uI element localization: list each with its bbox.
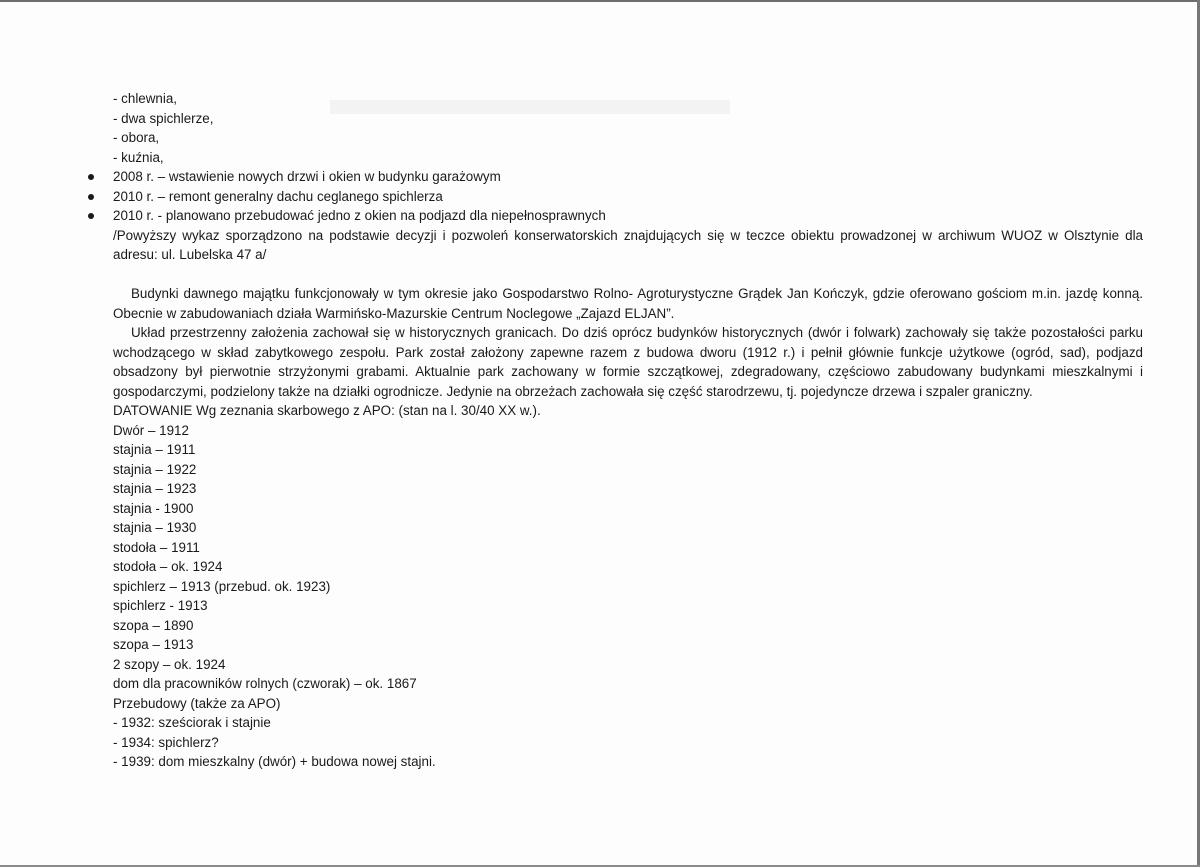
dating-row: stajnia – 1923: [113, 481, 197, 496]
document-text: [113, 89, 1143, 772]
dating-row: stajnia - 1900: [113, 500, 194, 516]
dating-row: stodoła – ok. 1924: [113, 559, 223, 574]
source-note: /Powyższy wykaz sporządzono na podstawie decyzji i pozwoleń konserwatorskich znajdujących się w teczce obiektu prowadzonej w archiwum WUOZ w Olsztynie dla adresu: ul. Lubelska 47 a/: [113, 227, 1143, 262]
przebudowy-row: - 1939: dom mieszkalny (dwór) + budowa nowej stajni.: [113, 754, 436, 769]
przebudowy-row: - 1934: spichlerz?: [113, 734, 219, 750]
dating-row: szopa – 1890: [113, 617, 194, 633]
spacer: [113, 265, 1143, 285]
dating-row: stajnia – 1930: [113, 520, 197, 535]
bullet-item: 2010 r. – remont generalny dachu ceglanego spichlerza: [113, 187, 1143, 207]
przebudowy-heading: Przebudowy (także za APO): [113, 695, 281, 711]
dating-row: stodoła – 1911: [113, 539, 200, 555]
list-item: - dwa spichlerze,: [113, 110, 214, 126]
dating-row: spichlerz – 1913 (przebud. ok. 1923): [113, 578, 331, 594]
paragraph: Układ przestrzenny założenia zachował się w historycznych granicach. Do dziś oprócz budynków historycznych (dwór i folwark) zachowały się także pozostałości parku wchodzącego w skład zabytkowego zespołu. Park został założony zapewne razem z budowa dworu (1912 r.) i pełnił głównie funkcje użytkowe (ogród, sad), podjazd obsadzony był pierwotnie strzyżonymi grabami. Aktualnie park zachowany w formie szczątkowej, zdegradowany, częściowo zabudowany budynkami mieszkalnymi i gospodarczymi, podzielony także na działki ogrodnicze. Jedynie na obrzeżach zachowała się część starodrzewu, tj. pojedyncze drzewa i szpaler graniczny.: [113, 325, 1143, 399]
list-item: - obora,: [113, 130, 160, 145]
list-item: - chlewnia,: [113, 91, 178, 106]
dating-row: stajnia – 1922: [113, 461, 197, 477]
list-item: - kuźnia,: [113, 149, 164, 165]
dating-row: spichlerz - 1913: [113, 598, 208, 613]
dating-row: Dwór – 1912: [113, 422, 189, 438]
paragraph: Budynki dawnego majątku funkcjonowały w tym okresie jako Gospodarstwo Rolno- Agroturystyczne Grądek Jan Kończyk, gdzie oferowano gościom m.in. jazdę konną. Obecnie w zabudowaniach działa Warmińsko-Mazurskie Centrum Noclegowe „Zajazd ELJAN”.: [113, 286, 1143, 321]
bullet-item: 2008 r. – wstawienie nowych drzwi i okien w budynku garażowym: [113, 167, 1143, 187]
dating-heading: DATOWANIE Wg zeznania skarbowego z APO: (stan na l. 30/40 XX w.).: [113, 403, 541, 418]
dating-row: stajnia – 1911: [113, 442, 196, 457]
dating-row: 2 szopy – ok. 1924: [113, 656, 226, 672]
dating-row: szopa – 1913: [113, 637, 194, 652]
scan-edge-top: [0, 0, 1200, 2]
bullet-item: 2010 r. - planowano przebudować jedno z okien na podjazd dla niepełnosprawnych: [113, 206, 1143, 226]
przebudowy-row: - 1932: sześciorak i stajnie: [113, 715, 271, 730]
dating-row: dom dla pracowników rolnych (czworak) – ok. 1867: [113, 676, 417, 691]
